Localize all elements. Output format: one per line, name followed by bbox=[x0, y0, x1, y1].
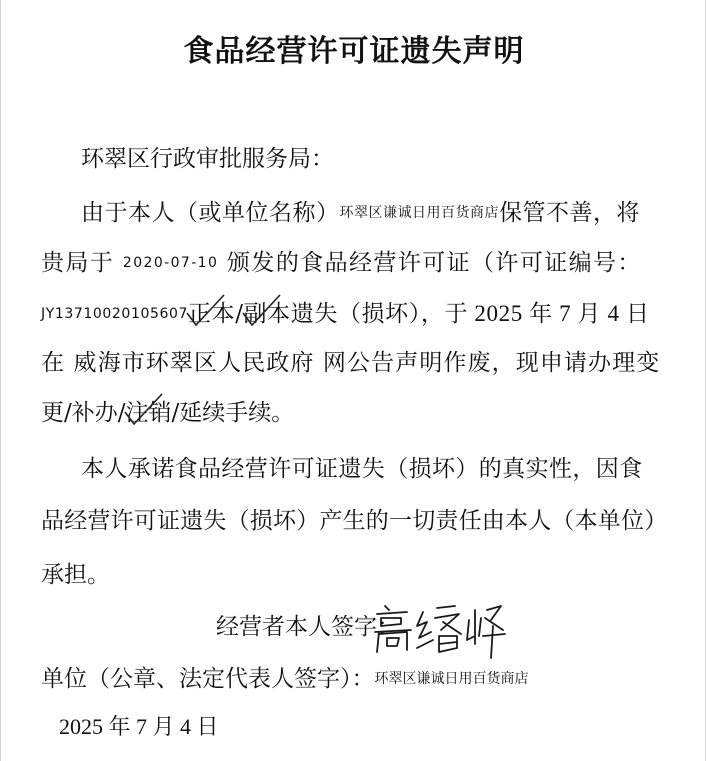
handwritten-signature bbox=[371, 596, 506, 661]
option-cancel bbox=[126, 400, 172, 426]
text-segment: 遗失（损坏），于 2025 年 7 月 4 日 bbox=[290, 301, 650, 326]
text-segment: 保管不善，将 bbox=[499, 200, 640, 226]
paragraph-2-line-3: 承担。 bbox=[41, 562, 110, 588]
text-segment: /延续手续。 bbox=[171, 400, 295, 426]
text-segment: 颁发的食品经营许可证（许可证编号： bbox=[227, 250, 642, 276]
text-segment: 贵局于 bbox=[41, 250, 115, 276]
paragraph-1-line-2 bbox=[41, 252, 642, 275]
issue-date-field: 2020-07-10 bbox=[122, 255, 219, 271]
text-segment: 由于本人（或单位名称） bbox=[81, 200, 340, 226]
text-segment: 更/补办/ bbox=[41, 400, 126, 426]
salutation: 环翠区行政审批服务局： bbox=[81, 146, 334, 172]
document-title: 食品经营许可证遗失声明 bbox=[183, 34, 525, 69]
paragraph-1-line-4: 在 威海市环翠区人民政府 网公告声明作废，现申请办理变 bbox=[41, 350, 661, 376]
paragraph-1-line-5 bbox=[41, 402, 294, 425]
option-copy bbox=[244, 301, 291, 327]
paragraph-1-line-1 bbox=[81, 202, 640, 225]
paragraph-1-line-3 bbox=[41, 302, 650, 326]
option-copy-label: 副本 bbox=[243, 301, 291, 327]
option-original-label: 正本 bbox=[187, 301, 236, 327]
unit-line bbox=[41, 668, 529, 691]
license-number-field: JY13710020105607 bbox=[41, 306, 188, 322]
document-date: 2025 年 7 月 4 日 bbox=[59, 714, 219, 739]
unit-label: 单位（公章、法定代表人签字）： bbox=[41, 666, 375, 692]
unit-name-field: 环翠区谦诚日用百货商店 bbox=[339, 205, 499, 221]
paragraph-2-line-2: 品经营许可证遗失（损坏）产生的一切责任由本人（本单位） bbox=[41, 508, 668, 534]
text-segment: / bbox=[235, 301, 244, 327]
signer-label: 经营者本人签字： bbox=[216, 614, 400, 640]
option-cancel-label: 注销 bbox=[125, 400, 172, 426]
paragraph-2-line-1: 本人承诺食品经营许可证遗失（损坏）的真实性，因食 bbox=[81, 456, 643, 482]
unit-value: 环翠区谦诚日用百货商店 bbox=[374, 671, 529, 687]
option-original bbox=[188, 301, 235, 327]
